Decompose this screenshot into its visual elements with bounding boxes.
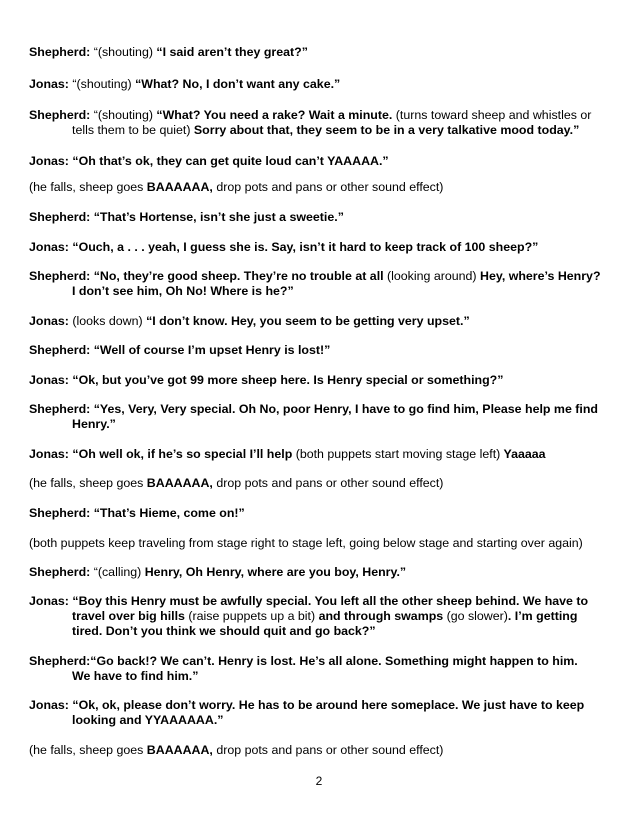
- speaker-name: Jonas:: [29, 373, 69, 387]
- stage-direction: (shouting): [97, 45, 153, 59]
- dialogue-line: Shepherd: “(calling) Henry, Oh Henry, where are you boy, Henry.”: [29, 565, 407, 579]
- speaker-name: Shepherd:: [29, 269, 91, 283]
- stage-direction: (go slower): [443, 609, 508, 623]
- speaker-name: Jonas:: [29, 594, 69, 608]
- speaker-name: Jonas:: [29, 314, 69, 328]
- dialogue-line: Shepherd: “Yes, Very, Very special. Oh No, poor Henry, I have to go find him, Please help me find Henry.”: [29, 402, 598, 431]
- speaker-name: Shepherd:: [29, 45, 91, 59]
- speaker-name: Shepherd:: [29, 506, 91, 520]
- speaker-name: Shepherd:: [29, 343, 91, 357]
- stage-direction-line: (both puppets keep traveling from stage right to stage left, going below stage and starting over again): [29, 536, 583, 550]
- stage-direction: (both puppets start moving stage left): [292, 447, 501, 461]
- speaker-name: Jonas:: [29, 154, 69, 168]
- speaker-name: Shepherd:: [29, 108, 91, 122]
- dialogue-line: Jonas: “Ok, but you’ve got 99 more sheep here. Is Henry special or something?”: [29, 373, 504, 387]
- dialogue-line: Jonas: “Oh well ok, if he’s so special I’ll help (both puppets start moving stage left) Yaaaaa: [29, 447, 546, 461]
- dialogue-line: Jonas: “Oh that’s ok, they can get quite loud can’t YAAAAA.”: [29, 154, 389, 168]
- dialogue-line: Shepherd: “No, they’re good sheep. They’re no trouble at all (looking around) Hey, where’s Henry? I don’t see him, Oh No! Where is he?”: [29, 269, 601, 298]
- dialogue-line: Shepherd: “(shouting) “I said aren’t they great?”: [29, 45, 308, 59]
- speaker-name: Jonas:: [29, 698, 69, 712]
- speaker-name: Jonas:: [29, 240, 69, 254]
- stage-direction: (shouting): [97, 108, 153, 122]
- speaker-name: Jonas:: [29, 447, 69, 461]
- dialogue-line: Shepherd: “That’s Hortense, isn’t she just a sweetie.”: [29, 210, 344, 224]
- speaker-name: Shepherd:: [29, 565, 91, 579]
- speaker-name: Shepherd:: [29, 210, 91, 224]
- stage-direction: (raise puppets up a bit): [184, 609, 316, 623]
- speaker-name: Shepherd:: [29, 654, 91, 668]
- sound-effect-direction: (he falls, sheep goes BAAAAAA, drop pots and pans or other sound effect): [29, 743, 444, 757]
- dialogue-line: Shepherd:“Go back!? We can’t. Henry is lost. He’s all alone. Something might happen to him. We have to find him.”: [29, 654, 578, 683]
- sound-effect-direction: (he falls, sheep goes BAAAAAA, drop pots and pans or other sound effect): [29, 180, 444, 194]
- dialogue-line: Jonas: “Boy this Henry must be awfully special. You left all the other sheep behind. We have to travel over big hills (raise puppets up a bit) and through swamps (go slower). I’m getting tired. Don’t you think we should quit and go back?”: [29, 594, 589, 638]
- dialogue-line: Jonas: “Ok, ok, please don’t worry. He has to be around here someplace. We just have to keep looking and YYAAAAAA.”: [29, 698, 585, 727]
- stage-direction: (looking around): [383, 269, 477, 283]
- dialogue-line: Jonas: “Ouch, a . . . yeah, I guess she is. Say, isn’t it hard to keep track of 100 sheep?”: [29, 240, 539, 254]
- sound-effect-direction: (he falls, sheep goes BAAAAAA, drop pots and pans or other sound effect): [29, 476, 444, 490]
- speaker-name: Jonas:: [29, 77, 69, 91]
- dialogue-line: Jonas: (looks down) “I don’t know. Hey, you seem to be getting very upset.”: [29, 314, 470, 328]
- stage-direction: (calling): [97, 565, 142, 579]
- stage-direction: tells them to be quiet): [72, 123, 191, 137]
- stage-direction: (shouting): [76, 77, 132, 91]
- dialogue-line: Shepherd: “That’s Hieme, come on!”: [29, 506, 245, 520]
- speaker-name: Shepherd:: [29, 402, 91, 416]
- page-number: 2: [315, 774, 323, 788]
- dialogue-line: Jonas: “(shouting) “What? No, I don’t want any cake.”: [29, 77, 341, 91]
- dialogue-line: Shepherd: “(shouting) “What? You need a rake? Wait a minute. (turns toward sheep and whistles or tells them to be quiet) Sorry about that, they seem to be in a very talkative mood today.”: [29, 108, 592, 137]
- dialogue-line: Shepherd: “Well of course I’m upset Henry is lost!”: [29, 343, 331, 357]
- stage-direction: (turns toward sheep and whistles or: [392, 108, 592, 122]
- stage-direction: (looks down): [68, 314, 143, 328]
